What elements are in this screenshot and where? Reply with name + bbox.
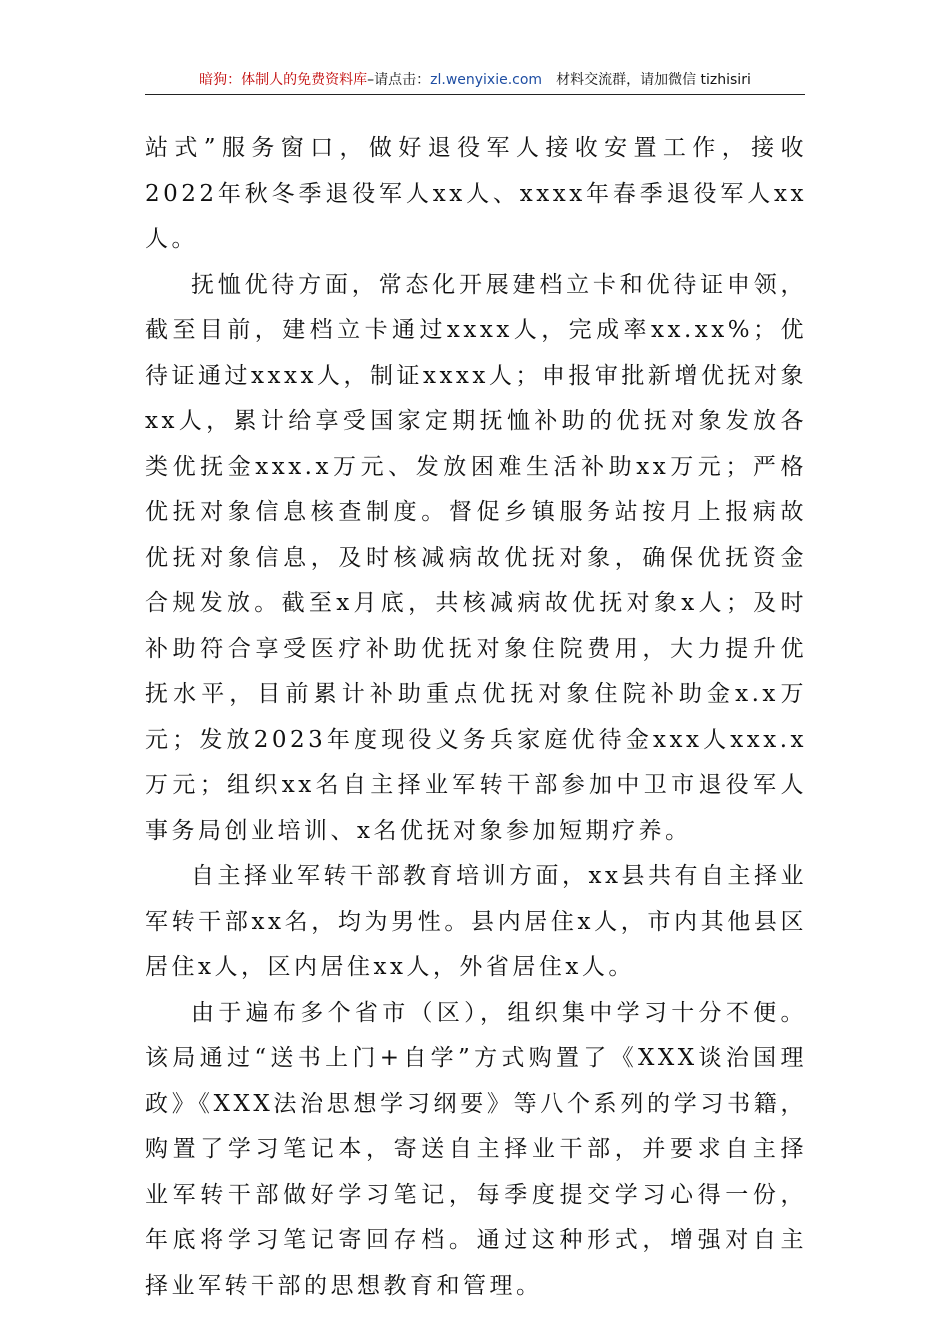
header-click-prompt: –请点击： — [367, 72, 431, 88]
header-url-link[interactable]: zl.wenyixie.com — [430, 72, 543, 88]
document-body — [145, 126, 807, 1309]
paragraph-continuation: 站式”服务窗口，做好退役军人接收安置工作，接收2022年秋冬季退役军人xx人、xxxx年春季退役军人xx人。 — [145, 135, 807, 252]
paragraph-preferential-treatment: 抚恤优待方面，常态化开展建档立卡和优待证申领，截至目前，建档立卡通过xxxx人，完成率xx.xx%；优待证通过xxxx人，制证xxxx人；申报审批新增优抚对象xx人，累计给享受国家定期抚恤补助的优抚对象发放各类优抚金xxx.x万元、发放困难生活补助xx万元；严格优抚对象信息核查制度。督促乡镇服务站按月上报病故优抚对象信息，及时核减病故优抚对象，确保优抚资金合规发放。截至x月底，共核减病故优抚对象x人；及时补助符合享受医疗补助优抚对象住院费用，大力提升优抚水平，目前累计补助重点优抚对象住院补助金x.x万元；发放2023年度现役义务兵家庭优待金xxx人xxx.x万元；组织xx名自主择业军转干部参加中卫市退役军人事务局创业培训、x名优抚对象参加短期疗养。 — [145, 271, 807, 844]
paragraph-cadre-training: 自主择业军转干部教育培训方面，xx县共有自主择业军转干部xx名，均为男性。县内居住x人，市内其他县区居住x人，区内居住xx人，外省居住x人。 — [145, 863, 807, 980]
header-brand: 暗狗：体制人的免费资料库 — [199, 72, 368, 88]
paragraph-study-method: 由于遍布多个省市（区），组织集中学习十分不便。该局通过“送书上门+自学”方式购置了《XXX谈治国理政》《XXX法治思想学习纲要》等八个系列的学习书籍，购置了学习笔记本，寄送自主择业干部，并要求自主择业军转干部做好学习笔记，每季度提交学习心得一份，年底将学习笔记寄回存档。通过这种形式，增强对自主择业军转干部的思想教育和管理。 — [145, 999, 807, 1299]
page-header — [145, 68, 805, 95]
header-group-note: 材料交流群，请加微信 tizhisiri — [556, 72, 751, 88]
